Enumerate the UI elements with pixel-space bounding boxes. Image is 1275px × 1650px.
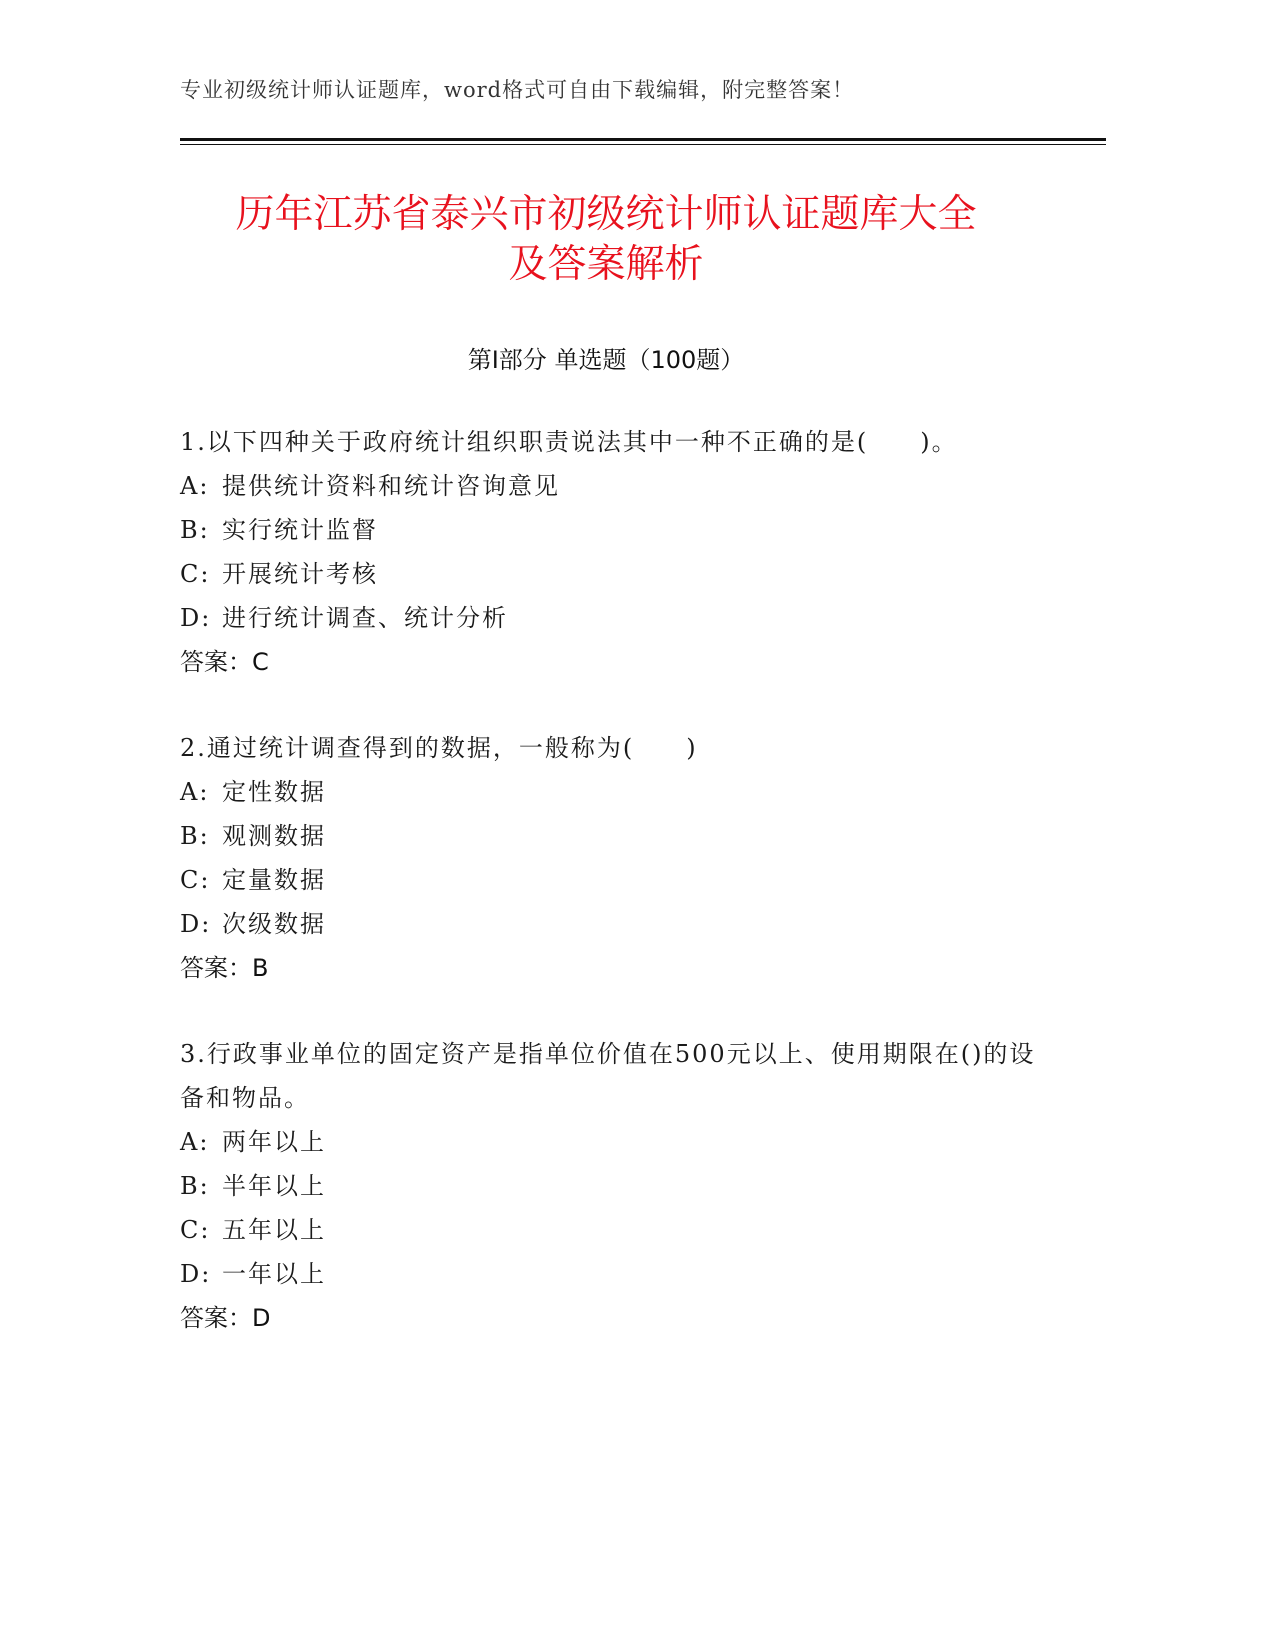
option-letter: D: xyxy=(180,910,212,938)
option-a xyxy=(180,1120,1040,1164)
option-d xyxy=(180,596,1040,640)
option-a xyxy=(180,770,1040,814)
question-stem: 2.通过统计调查得到的数据，一般称为( ) xyxy=(180,734,698,762)
option-letter: C: xyxy=(180,560,211,588)
option-c xyxy=(180,858,1040,902)
header-note: 专业初级统计师认证题库，word格式可自由下载编辑，附完整答案！ xyxy=(180,78,855,102)
option-b xyxy=(180,508,1040,552)
question-2 xyxy=(180,726,1040,990)
option-text: 开展统计考核 xyxy=(222,560,378,588)
option-c xyxy=(180,552,1040,596)
option-text: 观测数据 xyxy=(222,822,326,850)
answer-label: 答案：D xyxy=(180,1304,271,1332)
header-rule-thick xyxy=(180,138,1106,141)
option-b xyxy=(180,814,1040,858)
header-rule-thin xyxy=(180,144,1106,145)
option-letter: C: xyxy=(180,866,211,894)
option-text: 五年以上 xyxy=(222,1216,326,1244)
document-title xyxy=(180,190,1032,290)
option-text: 实行统计监督 xyxy=(222,516,378,544)
option-d xyxy=(180,1252,1040,1296)
option-text: 两年以上 xyxy=(222,1128,326,1156)
option-b xyxy=(180,1164,1040,1208)
question-1 xyxy=(180,420,1040,684)
option-text: 半年以上 xyxy=(222,1172,326,1200)
document-title-line-1: 历年江苏省泰兴市初级统计师认证题库大全 xyxy=(235,192,977,237)
option-c xyxy=(180,1208,1040,1252)
option-letter: B: xyxy=(180,1172,210,1200)
question-stem: 1.以下四种关于政府统计组织职责说法其中一种不正确的是( )。 xyxy=(180,428,958,456)
option-text: 一年以上 xyxy=(222,1260,326,1288)
option-text: 次级数据 xyxy=(222,910,326,938)
option-letter: D: xyxy=(180,604,212,632)
option-d xyxy=(180,902,1040,946)
option-a xyxy=(180,464,1040,508)
answer-label: 答案：C xyxy=(180,648,269,676)
option-letter: C: xyxy=(180,1216,211,1244)
option-letter: D: xyxy=(180,1260,212,1288)
question-3 xyxy=(180,1032,1040,1340)
option-letter: A: xyxy=(180,472,210,500)
section-title: 第Ⅰ部分 单选题（100题） xyxy=(467,346,745,374)
option-letter: B: xyxy=(180,822,210,850)
question-list xyxy=(180,420,1040,1382)
option-text: 进行统计调查、统计分析 xyxy=(222,604,508,632)
option-letter: B: xyxy=(180,516,210,544)
answer-label: 答案：B xyxy=(180,954,269,982)
option-letter: A: xyxy=(180,1128,210,1156)
option-text: 定量数据 xyxy=(222,866,326,894)
document-title-line-2: 及答案解析 xyxy=(508,242,704,287)
option-text: 提供统计资料和统计咨询意见 xyxy=(222,472,560,500)
question-stem: 3.行政事业单位的固定资产是指单位价值在500元以上、使用期限在()的设备和物品。 xyxy=(180,1040,1036,1112)
option-letter: A: xyxy=(180,778,210,806)
option-text: 定性数据 xyxy=(222,778,326,806)
